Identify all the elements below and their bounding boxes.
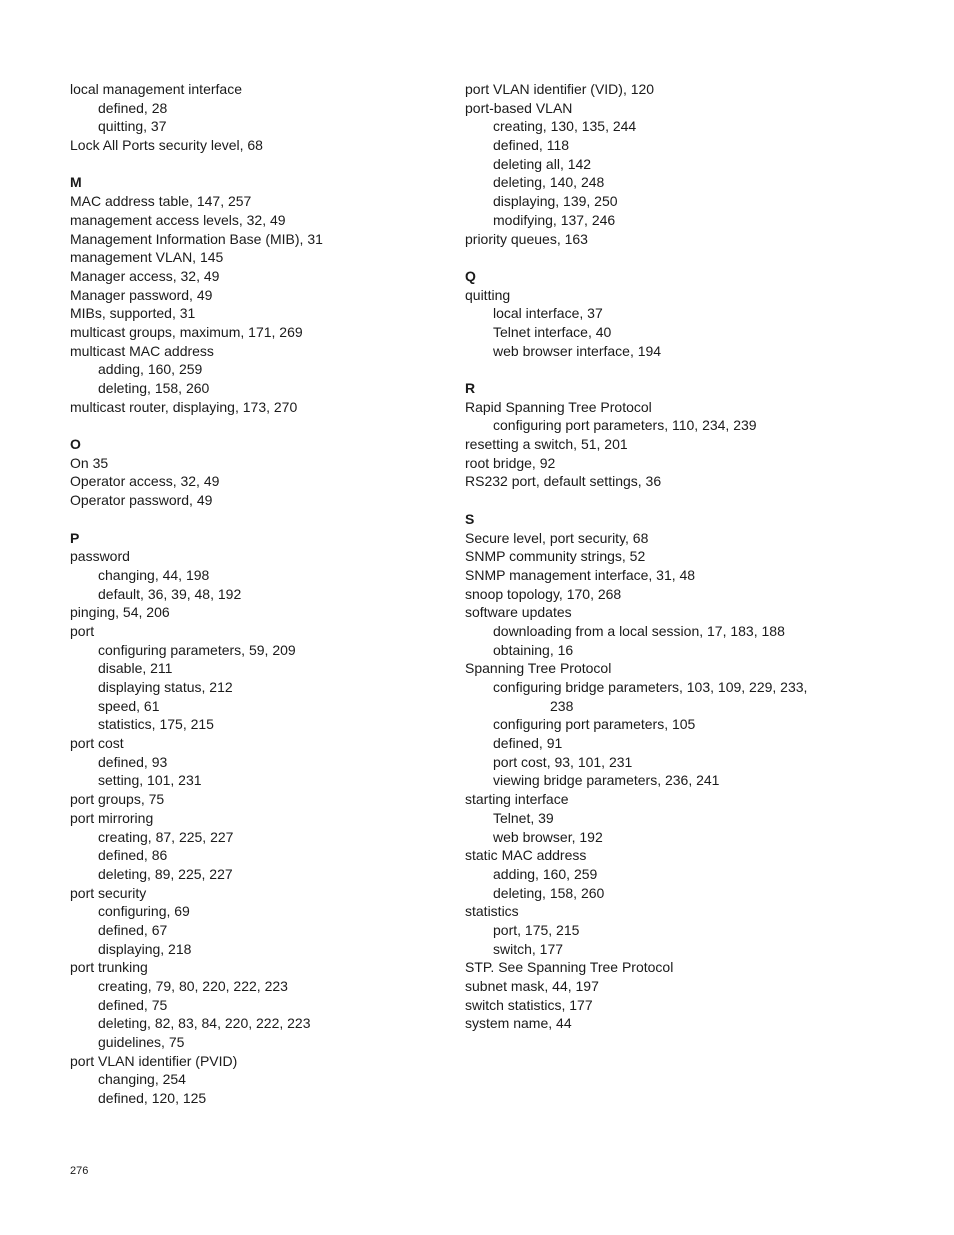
index-section-letter-p: P (70, 529, 80, 546)
index-subentry: deleting, 158, 260 (98, 380, 210, 396)
index-subentry: downloading from a local session, 17, 183, 188 (493, 622, 785, 639)
page-number: 276 (70, 1165, 89, 1177)
index-subentry: disable, 211 (98, 660, 173, 677)
index-entry: management access levels, 32, 49 (70, 211, 286, 228)
index-subentry: deleting, 89, 225, 227 (98, 865, 233, 882)
index-subentry: defined, 75 (98, 996, 168, 1013)
index-subentry: switch, 177 (493, 940, 564, 957)
index-entry: software updates (465, 604, 572, 621)
index-entry: port VLAN identifier (VID), 120 (465, 81, 655, 97)
index-column-right (465, 80, 835, 1033)
index-subentry: speed, 61 (98, 697, 160, 714)
index-entry: Manager access, 32, 49 (70, 267, 220, 284)
index-subentry: changing, 254 (98, 1071, 186, 1088)
index-subentry: deleting all, 142 (493, 155, 592, 172)
index-subentry: configuring port parameters, 105 (493, 716, 696, 733)
index-subentry: viewing bridge parameters, 236, 241 (493, 772, 720, 789)
index-subentry: deleting, 158, 260 (493, 884, 605, 901)
index-entry: local management interface (70, 81, 242, 97)
index-subentry: setting, 101, 231 (98, 772, 202, 789)
index-subentry: modifying, 137, 246 (493, 211, 616, 228)
index-subentry: configuring parameters, 59, 209 (98, 641, 296, 658)
index-entry: port trunking (70, 959, 148, 976)
index-subentry: adding, 160, 259 (493, 865, 598, 882)
index-entry: root bridge, 92 (465, 454, 556, 471)
index-subentry: creating, 130, 135, 244 (493, 118, 637, 135)
index-subentry: deleting, 82, 83, 84, 220, 222, 223 (98, 1015, 311, 1032)
index-entry: starting interface (465, 791, 569, 808)
index-subentry: Telnet interface, 40 (493, 323, 612, 340)
index-subentry: local interface, 37 (493, 305, 603, 322)
index-subentry: creating, 79, 80, 220, 222, 223 (98, 978, 288, 994)
index-entry: multicast MAC address (70, 342, 214, 359)
index-entry: port cost (70, 735, 124, 752)
index-section-letter-q: Q (465, 267, 476, 284)
index-subentry: displaying, 139, 250 (493, 193, 618, 210)
index-entry: pinging, 54, 206 (70, 604, 170, 621)
index-subentry: web browser, 192 (493, 828, 603, 845)
index-subentry: statistics, 175, 215 (98, 716, 214, 733)
section-gap (70, 510, 440, 529)
index-subentry: Telnet, 39 (493, 809, 554, 826)
index-entry: SNMP community strings, 52 (465, 548, 646, 565)
section-gap (465, 360, 835, 379)
index-entry: subnet mask, 44, 197 (465, 978, 599, 994)
index-entry: password (70, 548, 130, 565)
index-subentry: defined, 67 (98, 921, 168, 938)
index-entry: port security (70, 884, 147, 901)
index-entry: multicast groups, maximum, 171, 269 (70, 323, 303, 340)
index-column-left (70, 80, 440, 1108)
section-gap (70, 155, 440, 174)
index-entry: Lock All Ports security level, 68 (70, 137, 263, 154)
index-entry: port-based VLAN (465, 99, 573, 116)
index-subentry: configuring, 69 (98, 903, 190, 920)
index-subentry: port, 175, 215 (493, 921, 580, 938)
index-entry: STP. See Spanning Tree Protocol (465, 959, 674, 976)
section-gap (465, 491, 835, 510)
index-entry: Manager password, 49 (70, 286, 213, 303)
section-gap (465, 248, 835, 267)
index-entry: multicast router, displaying, 173, 270 (70, 398, 298, 415)
index-entry: management VLAN, 145 (70, 249, 224, 266)
index-section-letter-o: O (70, 436, 81, 453)
index-subentry: default, 36, 39, 48, 192 (98, 585, 242, 602)
index-entry: Rapid Spanning Tree Protocol (465, 398, 652, 415)
index-subentry: port cost, 93, 101, 231 (493, 753, 633, 770)
index-entry: port mirroring (70, 809, 154, 826)
index-entry: MIBs, supported, 31 (70, 305, 196, 322)
index-subentry: configuring bridge parameters, 103, 109, 229, 233, (493, 679, 808, 695)
index-subentry: defined, 91 (493, 735, 563, 752)
index-entry: SNMP management interface, 31, 48 (465, 566, 696, 583)
index-subentry: defined, 120, 125 (98, 1090, 207, 1107)
index-subentry: defined, 93 (98, 753, 168, 770)
index-subentry: obtaining, 16 (493, 641, 574, 658)
index-entry: system name, 44 (465, 1015, 572, 1032)
index-entry: MAC address table, 147, 257 (70, 193, 252, 210)
index-entry: port groups, 75 (70, 791, 165, 808)
index-section-letter-m: M (70, 174, 82, 191)
index-entry: quitting (465, 286, 511, 303)
index-subentry: creating, 87, 225, 227 (98, 828, 234, 845)
index-entry: Operator password, 49 (70, 492, 213, 509)
index-subentry-continuation: 238 (550, 697, 574, 714)
index-entry: Management Information Base (MIB), 31 (70, 230, 323, 247)
index-subentry: displaying status, 212 (98, 679, 233, 695)
index-subentry: guidelines, 75 (98, 1034, 185, 1051)
index-section-letter-s: S (465, 510, 475, 527)
index-entry: On 35 (70, 454, 109, 471)
index-subentry: defined, 86 (98, 847, 168, 864)
index-entry: switch statistics, 177 (465, 996, 593, 1013)
index-entry: Operator access, 32, 49 (70, 473, 220, 490)
section-gap (70, 416, 440, 435)
index-entry: Spanning Tree Protocol (465, 660, 612, 677)
index-entry: resetting a switch, 51, 201 (465, 436, 628, 453)
index-entry: port VLAN identifier (PVID) (70, 1052, 238, 1069)
index-entry: static MAC address (465, 847, 587, 864)
index-subentry: changing, 44, 198 (98, 566, 210, 583)
index-subentry: displaying, 218 (98, 940, 192, 957)
index-section-letter-r: R (465, 380, 476, 396)
index-entry: statistics (465, 903, 519, 920)
index-entry: snoop topology, 170, 268 (465, 585, 622, 602)
index-entry: Secure level, port security, 68 (465, 529, 649, 546)
index-entry: port (70, 622, 95, 639)
index-subentry: defined, 118 (493, 137, 570, 154)
index-subentry: adding, 160, 259 (98, 361, 203, 378)
index-subentry: configuring port parameters, 110, 234, 239 (493, 417, 757, 434)
index-subentry: quitting, 37 (98, 118, 167, 135)
index-entry: RS232 port, default settings, 36 (465, 473, 662, 490)
index-subentry: deleting, 140, 248 (493, 174, 605, 191)
index-subentry: defined, 28 (98, 99, 168, 116)
index-subentry: web browser interface, 194 (493, 342, 662, 359)
index-entry: priority queues, 163 (465, 230, 588, 247)
